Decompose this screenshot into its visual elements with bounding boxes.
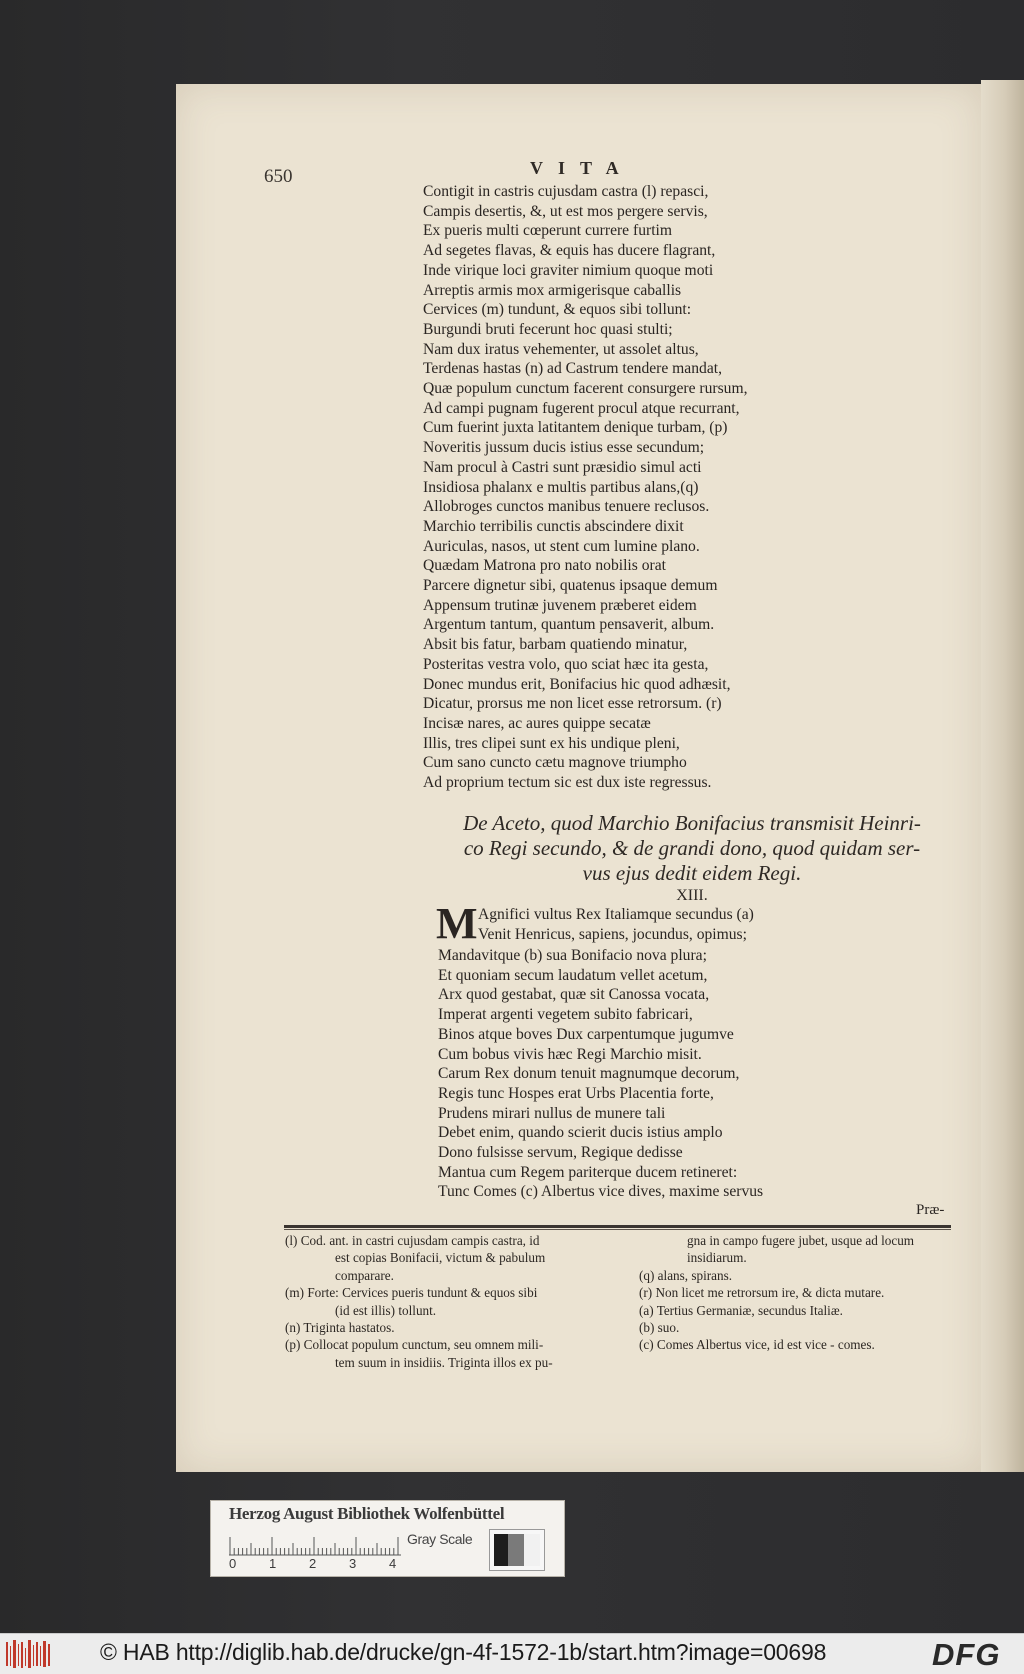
footnote-a: (a) Tertius Germaniæ, secundus Italiæ.	[639, 1302, 843, 1318]
footnote-q: (q) alans, spirans.	[639, 1267, 733, 1283]
gray-scale-patch	[489, 1529, 545, 1571]
verse-line: Parcere dignetur sibi, quatenus ipsaque demum	[423, 577, 718, 595]
verse-line: Nam procul à Castri sunt præsidio simul acti	[423, 458, 702, 476]
footnote-r: (r) Non licet me retrorsum ire, & dicta mutare.	[639, 1285, 885, 1301]
ruler-number: 3	[349, 1556, 357, 1571]
verse-line: Debet enim, quando scierit ducis istius amplo	[438, 1124, 723, 1142]
verse-line: Mantua cum Regem pariterque ducem retineret:	[438, 1163, 738, 1181]
verse-line: Cum fuerint juxta latitantem denique turbam, (p)	[423, 419, 728, 437]
dfg-logo: DFG	[932, 1637, 1001, 1672]
footnote-l-cont: est copias Bonifacii, victum & pabulum	[335, 1250, 546, 1266]
verse-line: Quæ populum cunctum facerent consurgere rursum,	[423, 380, 748, 398]
verse-line: Burgundi bruti fecerunt hoc quasi stulti;	[423, 320, 673, 338]
verse-line: Argentum tantum, quantum pensaverit, album.	[423, 616, 715, 634]
verse-line: Arreptis armis mox armigerisque caballis	[423, 281, 682, 299]
footnote-n: (n) Triginta hastatos.	[285, 1320, 395, 1336]
ruler-numbers	[229, 1556, 401, 1572]
opening-line-2: Venit Henricus, sapiens, jocundus, opimus;	[478, 925, 747, 943]
verse-line: Regis tunc Hospes erat Urbs Placentia forte,	[438, 1084, 714, 1102]
footnote-rule-thin	[284, 1229, 951, 1230]
footnote-p-cont: gna in campo fugere jubet, usque ad locum	[687, 1233, 915, 1248]
ruler-number: 0	[229, 1556, 237, 1571]
verse-line: Ad campi pugnam fugerent procul atque recurrant,	[423, 399, 740, 417]
verse-line: Dicatur, prorsus me non licet esse retrorsum. (r)	[423, 695, 722, 713]
verse-line: Insidiosa phalanx e multis partibus alans,(q)	[423, 478, 699, 496]
footnote-l: (l) Cod. ant. in castri cujusdam campis castra, id	[285, 1233, 540, 1248]
footnote-l-cont: comparare.	[335, 1267, 394, 1283]
footnotes-left	[285, 1232, 605, 1371]
verse-line: Et quoniam secum laudatum vellet acetum,	[438, 966, 708, 984]
verse-line: Cum bobus vivis hæc Regi Marchio misit.	[438, 1045, 702, 1063]
catchword: Præ-	[916, 1202, 945, 1218]
verse-line: Allobroges cunctos manibus tenuere reclusos.	[423, 498, 710, 516]
footnote-p-cont: insidiarum.	[687, 1250, 747, 1266]
footnote-rule	[284, 1225, 951, 1228]
verse-line: Appensum trutinæ juvenem præberet eidem	[423, 596, 697, 614]
footnote-m-cont: (id est illis) tollunt.	[335, 1302, 437, 1318]
verse-line: Incisæ nares, ac aures quippe secatæ	[423, 714, 651, 732]
opening-line-1: Agnifici vultus Rex Italiamque secundus (a)	[478, 906, 754, 923]
verse-line: Quædam Matrona pro nato nobilis orat	[423, 557, 666, 575]
chapter-heading	[432, 811, 952, 905]
verse-line: Dono fulsisse servum, Regique dedisse	[438, 1144, 683, 1162]
page-edge	[981, 80, 1024, 1472]
verse-block-2	[438, 946, 858, 1202]
chapter-number: XIII.	[676, 887, 708, 904]
verse-line: Ad segetes flavas, & equis has ducere flagrant,	[423, 242, 716, 260]
verse-line: Binos atque boves Dux carpentumque jugumve	[438, 1025, 734, 1043]
color-reference-card	[210, 1500, 565, 1577]
verse-line: Campis desertis, &, ut est mos pergere servis,	[423, 202, 708, 220]
ruler-scale	[229, 1532, 401, 1556]
page-number: 650	[264, 166, 293, 187]
verse-line: Illis, tres clipei sunt ex his undique pleni,	[423, 734, 680, 752]
running-head: VITA	[530, 158, 634, 178]
verse-line: Donec mundus erit, Bonifacius hic quod adhæsit,	[423, 675, 731, 693]
ruler-number: 4	[389, 1556, 397, 1571]
verse-line: Tunc Comes (c) Albertus vice dives, maxime servus	[438, 1183, 764, 1201]
verse-block-1	[423, 182, 843, 793]
verse-line: Inde virique loci graviter nimium quoque moti	[423, 261, 714, 279]
verse-line: Prudens mirari nullus de munere tali	[438, 1104, 666, 1122]
ruler-number: 2	[309, 1556, 317, 1571]
verse-line: Imperat argenti vegetem subito fabricari,	[438, 1006, 693, 1024]
footnotes-right	[639, 1232, 959, 1354]
verse-line: Auriculas, nasos, ut stent cum lumine plano.	[423, 537, 700, 555]
chapter-heading-line-1: De Aceto, quod Marchio Bonifacius transmisit Heinri-	[463, 811, 921, 835]
verse-line: Contigit in castris cujusdam castra (l) repasci,	[423, 183, 709, 200]
ruler-number: 1	[269, 1556, 277, 1571]
footer-url[interactable]: © HAB http://diglib.hab.de/drucke/gn-4f-1572-1b/start.htm?image=00698	[100, 1639, 827, 1665]
card-title: Herzog August Bibliothek Wolfenbüttel	[229, 1504, 505, 1523]
chapter-heading-line-3: vus ejus dedit eidem Regi.	[582, 861, 802, 885]
verse-line: Ex pueris multi cœperunt currere furtim	[423, 222, 672, 240]
footnote-p: (p) Collocat populum cunctum, seu omnem mili-	[285, 1337, 544, 1353]
chapter-heading-line-2: co Regi secundo, & de grandi dono, quod quidam ser-	[463, 836, 921, 860]
verse-line: Ad proprium tectum sic est dux iste regressus.	[423, 774, 712, 792]
verse-line: Nam dux iratus vehementer, ut assolet altus,	[423, 340, 699, 358]
opening-lines	[478, 905, 754, 944]
drop-capital: M	[436, 899, 478, 948]
footnote-m: (m) Forte: Cervices pueris tundunt & equos sibi	[285, 1285, 538, 1301]
barcode-icon	[6, 1640, 50, 1668]
verse-line: Absit bis fatur, barbam quatiendo minatur,	[423, 636, 688, 654]
verse-line: Arx quod gestabat, quæ sit Canossa vocata,	[438, 986, 710, 1004]
footnote-p-cont: tem suum in insidiis. Triginta illos ex pu-	[335, 1354, 553, 1370]
verse-line: Marchio terribilis cunctis abscindere dixit	[423, 517, 684, 535]
gray-scale-label: Gray Scale	[407, 1531, 473, 1547]
verse-line: Noveritis jussum ducis istius esse secundum;	[423, 439, 705, 457]
verse-line: Cervices (m) tundunt, & equos sibi tollunt:	[423, 301, 692, 319]
verse-line: Terdenas hastas (n) ad Castrum tendere mandat,	[423, 360, 722, 378]
verse-line: Posteritas vestra volo, quo sciat hæc ita gesta,	[423, 655, 709, 673]
verse-line: Mandavitque (b) sua Bonifacio nova plura;	[438, 947, 707, 964]
verse-line: Carum Rex donum tenuit magnumque decorum,	[438, 1065, 740, 1083]
verse-line: Cum sano cuncto cætu magnove triumpho	[423, 754, 687, 772]
footnote-c: (c) Comes Albertus vice, id est vice - comes.	[639, 1337, 875, 1353]
footer-bar	[0, 1633, 1024, 1674]
footnote-b: (b) suo.	[639, 1320, 680, 1336]
